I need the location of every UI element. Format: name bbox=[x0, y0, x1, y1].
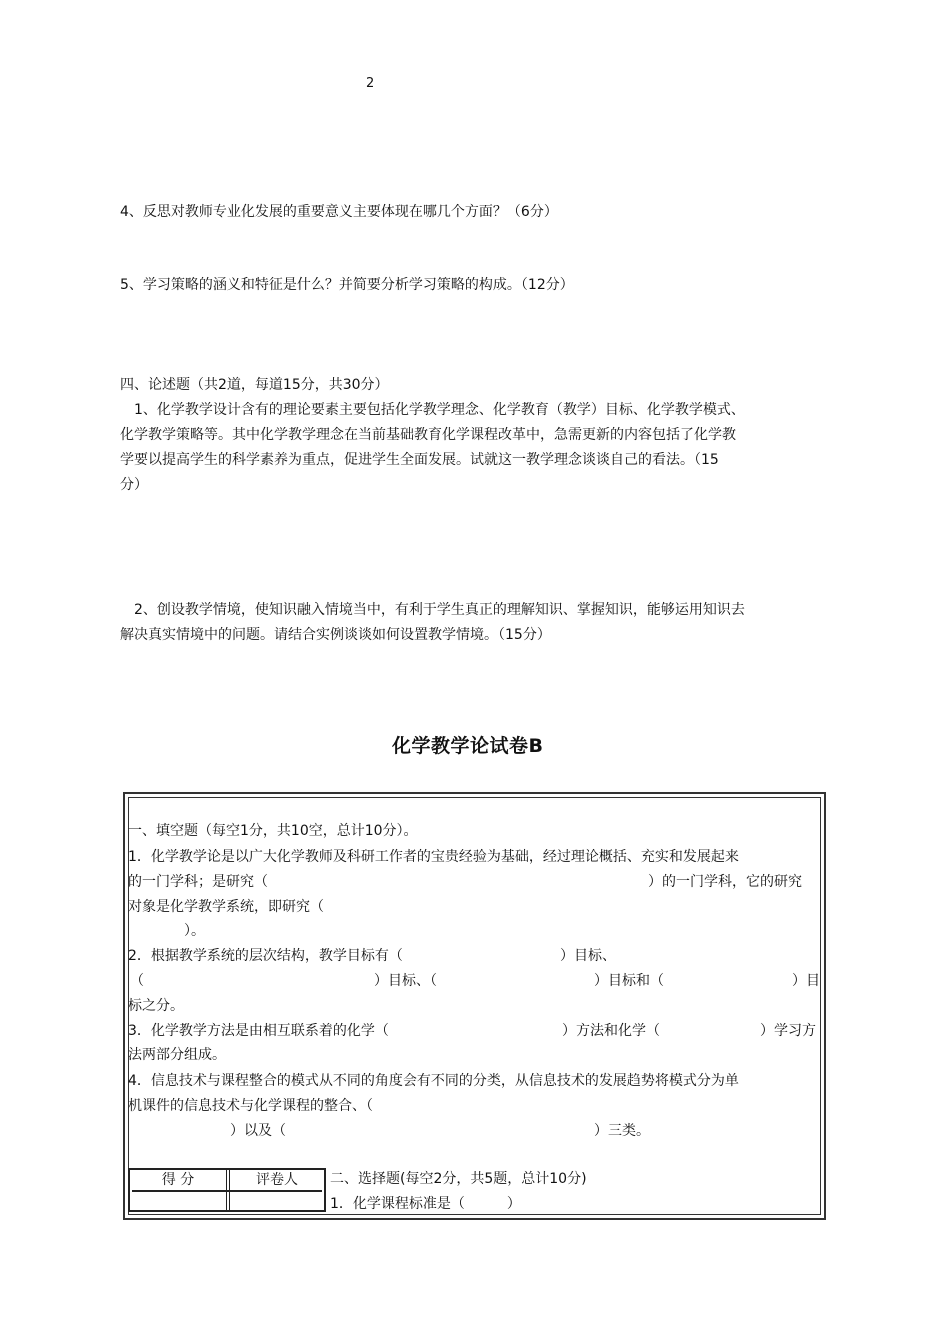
fill-item-2-line-2d: ）目 bbox=[792, 973, 820, 989]
fill-in-heading: 一、填空题（每空1分，共10空，总计10分）。 bbox=[128, 823, 418, 839]
fill-item-3-line-1c: ）学习方 bbox=[760, 1023, 816, 1039]
essay-q1-line: 化学教学策略等。其中化学教学理念在当前基础教育化学课程改革中，急需更新的内容包括了化学教 bbox=[120, 427, 736, 443]
fill-item-3-line-1a: 3．化学教学方法是由相互联系着的化学（ bbox=[128, 1023, 389, 1039]
question-5: 5、学习策略的涵义和特征是什么？并简要分析学习策略的构成。（12分） bbox=[120, 277, 574, 293]
fill-item-2-line-3: 标之分。 bbox=[128, 998, 184, 1014]
score-value-cell[interactable] bbox=[132, 1193, 224, 1209]
fill-item-3-line-1b: ）方法和化学（ bbox=[562, 1023, 660, 1039]
fill-item-4-line-1: 4．信息技术与课程整合的模式从不同的角度会有不同的分类，从信息技术的发展趋势将模式分为单 bbox=[128, 1073, 739, 1089]
score-table-divider bbox=[132, 1190, 322, 1192]
question-4: 4、反思对教师专业化发展的重要意义主要体现在哪几个方面？（6分） bbox=[120, 204, 558, 220]
essay-question-1 bbox=[120, 398, 832, 498]
fill-item-4-line-2: 机课件的信息技术与化学课程的整合、（ bbox=[128, 1098, 373, 1114]
essay-question-2 bbox=[120, 598, 832, 648]
fill-item-2-line-1b: ）目标、 bbox=[560, 948, 616, 964]
fill-item-1-line-2a: 的一门学科；是研究（ bbox=[128, 874, 268, 890]
fill-item-3-line-2: 法两部分组成。 bbox=[128, 1047, 226, 1063]
fill-item-1-line-3: 对象是化学教学系统，即研究（ bbox=[128, 899, 324, 915]
page-number: 2 bbox=[366, 76, 375, 91]
fill-item-2-line-2b: ）目标、（ bbox=[374, 973, 437, 989]
fill-item-1-line-2b: ）的一门学科，它的研究 bbox=[648, 874, 802, 890]
essay-q2-line: 解决真实情境中的问题。请结合实例谈谈如何设置教学情境。（15分） bbox=[120, 627, 551, 643]
fill-item-4-line-3b: ）三类。 bbox=[594, 1123, 650, 1139]
fill-item-4-line-3a: ）以及（ bbox=[230, 1123, 286, 1139]
grader-value-cell[interactable] bbox=[231, 1193, 323, 1209]
fill-item-2-line-2c: ）目标和（ bbox=[594, 973, 664, 989]
fill-item-2-line-2a: （ bbox=[130, 973, 144, 989]
section-4-heading: 四、论述题（共2道，每道15分，共30分） bbox=[120, 377, 389, 393]
fill-item-1-line-1: 1．化学教学论是以广大化学教师及科研工作者的宝贵经验为基础，经过理论概括、充实和发展起来 bbox=[128, 849, 739, 865]
score-table bbox=[128, 1168, 326, 1212]
score-label: 得 分 bbox=[161, 1172, 195, 1188]
choice-question-1: 1．化学课程标准是（ ） bbox=[330, 1196, 521, 1212]
essay-q1-line: 1、化学教学设计含有的理论要素主要包括化学教学理念、化学教育（教学）目标、化学教学模式、 bbox=[120, 402, 745, 418]
fill-item-2-line-1a: 2．根据教学系统的层次结构，教学目标有（ bbox=[128, 948, 403, 964]
choice-heading: 二、选择题(每空2分，共5题，总计10分) bbox=[330, 1171, 587, 1187]
essay-q1-line: 学要以提高学生的科学素养为重点，促进学生全面发展。试就这一教学理念谈谈自己的看法。（15 bbox=[120, 452, 719, 468]
essay-q2-line: 2、创设教学情境，使知识融入情境当中，有利于学生真正的理解知识、掌握知识，能够运用知识去 bbox=[120, 602, 745, 618]
essay-q1-line: 分） bbox=[120, 477, 148, 493]
paper-b-title: 化学教学论试卷B bbox=[392, 735, 544, 757]
fill-item-1-line-4: ）。 bbox=[184, 923, 205, 939]
grader-label: 评卷人 bbox=[256, 1172, 298, 1188]
